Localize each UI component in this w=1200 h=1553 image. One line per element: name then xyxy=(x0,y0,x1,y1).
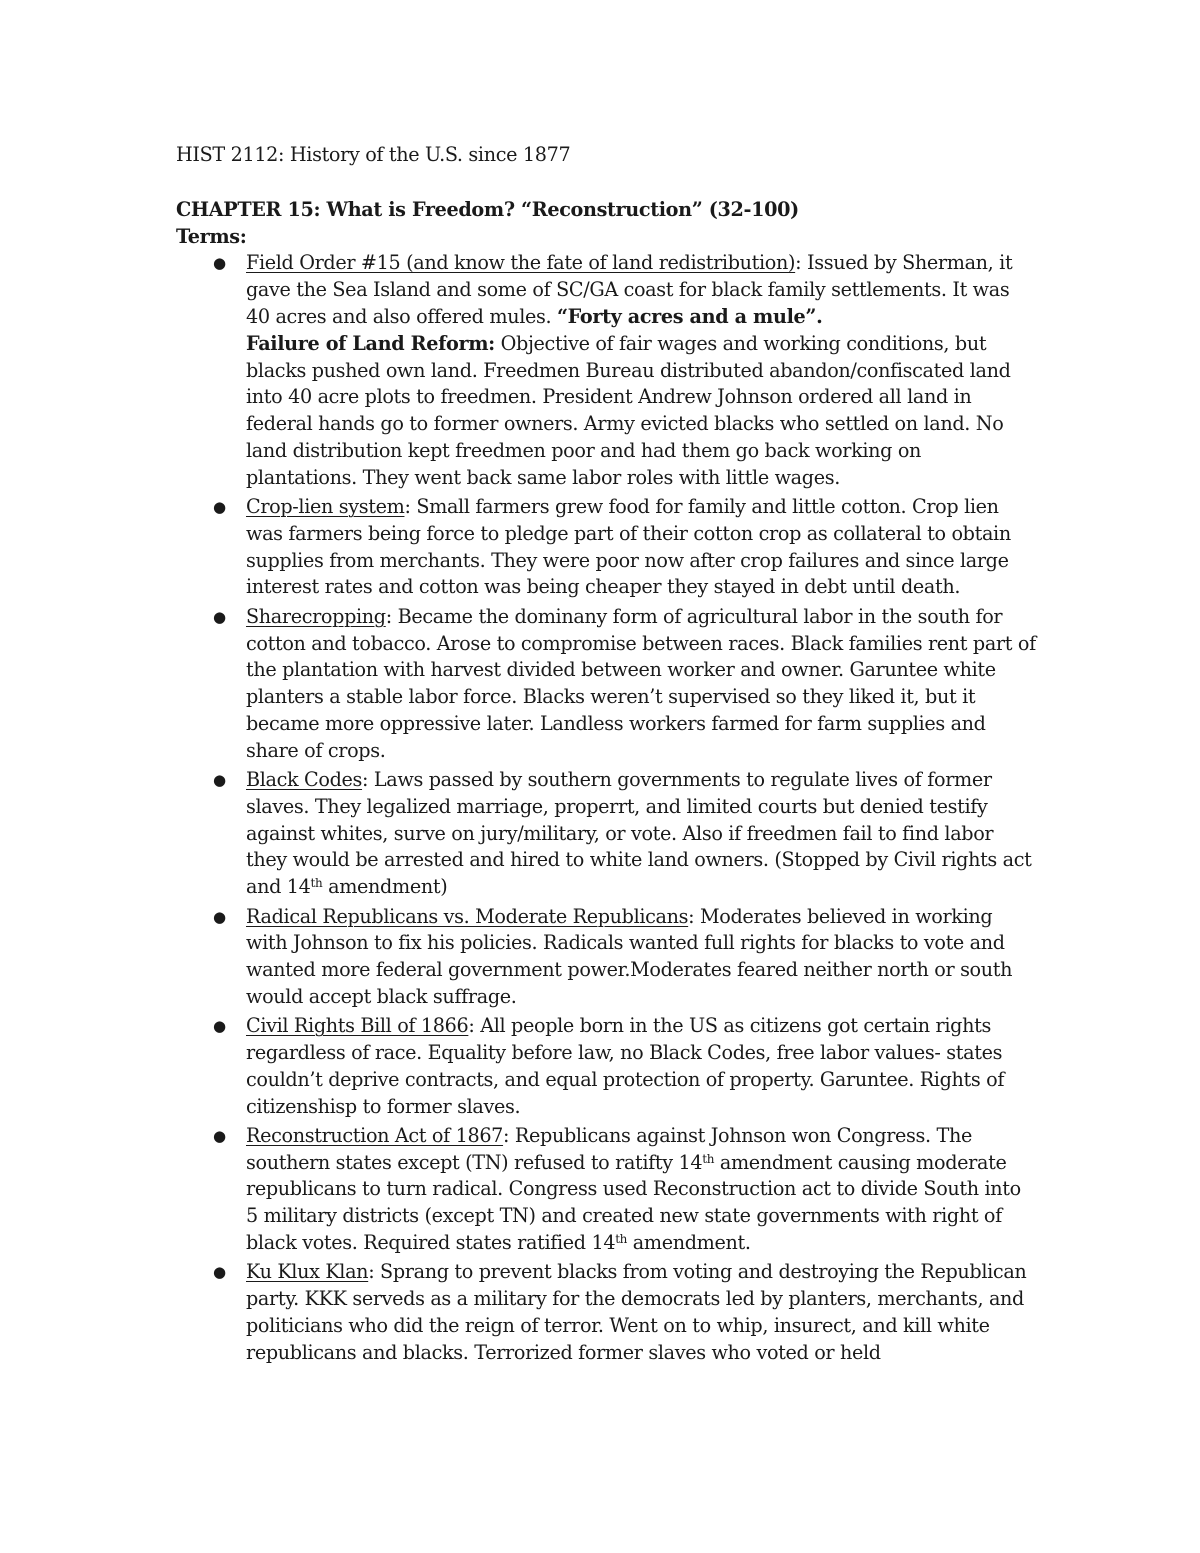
term-text: : Issued by Sherman, it gave the Sea Island and some of SC/GA coast for black family settlements. It was 40 acres and also offered mules. xyxy=(246,251,1013,328)
bullet-icon: ● xyxy=(213,1263,226,1282)
bullet-icon: ● xyxy=(213,1017,226,1036)
course-title: HIST 2112: History of the U.S. since 1877 xyxy=(176,143,571,166)
term-item-reconstruction-act xyxy=(176,1123,1036,1257)
bullet-icon: ● xyxy=(213,498,226,517)
term-text: : Small farmers grew food for family and little cotton. Crop lien was farmers being force to pledge part of their cotton crop as collateral to obtain supplies from merchants. They were poor now after crop failures and since large interest rates and cotton was being cheaper they stayed in debt until death. xyxy=(246,495,1011,599)
chapter-heading: CHAPTER 15: What is Freedom? “Reconstruction” (32-100) xyxy=(176,197,799,221)
term-name: Ku Klux Klan xyxy=(246,1260,369,1284)
term-item-radical-vs-moderate xyxy=(176,904,1036,1011)
term-text: : Laws passed by southern governments to regulate lives of former slaves. They legalized marriage, properrt, and limited courts but denied testify against whites, surve on jury/military, or vote. Also if freedmen fail to find labor they would be arrested and hired to white land owners. (Stopped by Civil rights act and 14 xyxy=(246,768,1032,899)
term-item-sharecropping xyxy=(176,604,1036,765)
superscript: th xyxy=(702,1151,715,1166)
term-text: : Became the dominany form of agricultural labor in the south for cotton and tobacco. Arose to compromise between races. Black families rent part of the plantation with harvest divided between worker and owner. Garuntee white planters a stable labor force. Blacks weren’t supervised so they liked it, but it became more oppressive later. Landless workers farmed for farm supplies and share of crops. xyxy=(246,604,1036,762)
term-item-black-codes xyxy=(176,767,1036,901)
term-name: Black Codes xyxy=(246,768,363,792)
bullet-icon: ● xyxy=(213,907,226,926)
term-item-field-order xyxy=(176,250,1036,491)
term-text-after: amendment) xyxy=(322,875,448,899)
term-name: Civil Rights Bill of 1866 xyxy=(246,1014,469,1038)
term-subtext: Objective of fair wages and working conditions, but blacks pushed own land. Freedmen Bureau distributed abandon/confiscated land into 40 acre plots to freedmen. President Andrew Johnson ordered all land in federal hands go to former owners. Army evicted blacks who settled on land. No land distribution kept freedmen poor and had them go back working on plantations. They went back same labor roles with little wages. xyxy=(246,331,1011,489)
term-quote: “Forty acres and a mule”. xyxy=(556,304,823,328)
bullet-icon: ● xyxy=(213,607,226,626)
term-name: Crop-lien system xyxy=(246,495,405,519)
term-text-after: amendment. xyxy=(627,1231,751,1255)
term-text: : Republicans against Johnson won Congress. The southern states except (TN) refused to ratifty 14 xyxy=(246,1123,973,1174)
bullet-icon: ● xyxy=(213,1126,226,1145)
term-item-civil-rights-bill xyxy=(176,1013,1036,1120)
term-name: Radical Republicans vs. Moderate Republicans xyxy=(246,904,689,928)
term-text: : Sprang to prevent blacks from voting and destroying the Republican party. KKK serveds as a military for the democrats led by planters, merchants, and politicians who did the reign of terror. Went on to whip, insurect, and kill white republicans and blacks. Terrorized former slaves who voted or held xyxy=(246,1260,1027,1364)
document-page xyxy=(176,142,1036,1369)
term-text: : All people born in the US as citizens got certain rights regardless of race. Equality before law, no Black Codes, free labor values- states couldn’t deprive contracts, and equal protection of property. Garuntee. Rights of citizenshisp to former slaves. xyxy=(246,1014,1005,1118)
terms-list xyxy=(176,250,1036,1366)
superscript: th xyxy=(615,1232,628,1247)
bullet-icon: ● xyxy=(213,771,226,790)
bullet-icon: ● xyxy=(213,254,226,273)
term-item-crop-lien xyxy=(176,494,1036,601)
term-name: Sharecropping xyxy=(246,604,386,628)
term-text: : Moderates believed in working with Johnson to fix his policies. Radicals wanted full rights for blacks to vote and wanted more federal government power.Moderates feared neither north or south would accept black suffrage. xyxy=(246,904,1013,1008)
term-subhead: Failure of Land Reform: xyxy=(246,331,495,355)
term-name: Reconstruction Act of 1867 xyxy=(246,1123,504,1147)
term-item-ku-klux-klan xyxy=(176,1259,1036,1366)
terms-label: Terms: xyxy=(176,224,247,248)
term-text-after: amendment causing moderate republicans to turn radical. Congress used Reconstruction act to divide South into 5 military districts (except TN) and created new state governments with right of black votes. Required states ratified 14 xyxy=(246,1150,1021,1255)
term-name: Field Order #15 (and know the fate of land redistribution) xyxy=(246,251,796,275)
superscript: th xyxy=(310,876,323,891)
